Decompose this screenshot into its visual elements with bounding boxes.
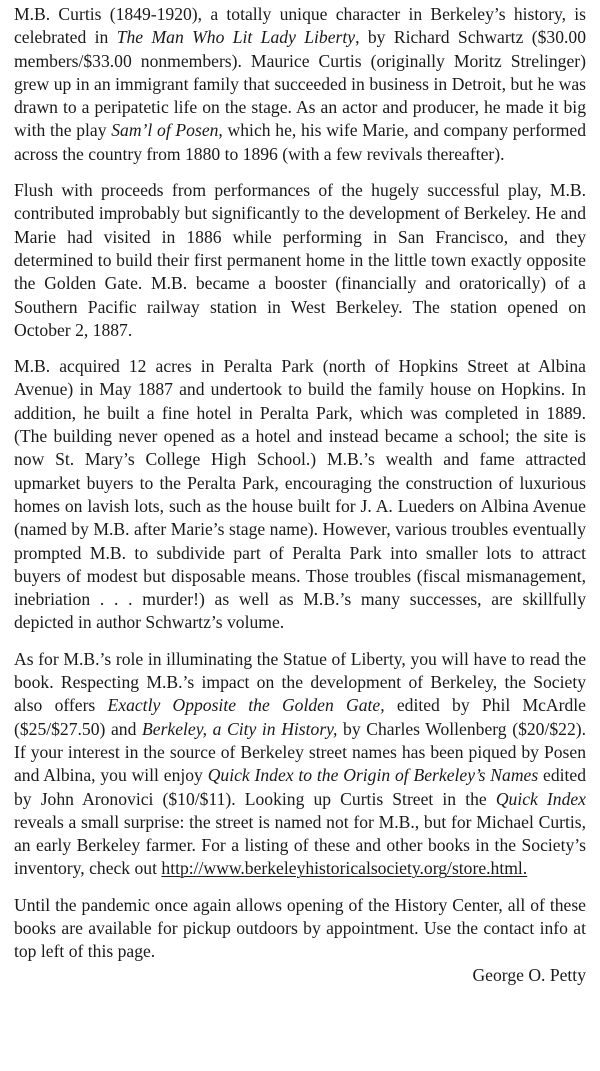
paragraph-pickup: Until the pandemic once again allows opening of the History Center, all of these books are available for pickup outdoors by appointment. Use the contact info at top left of this page. bbox=[14, 894, 586, 962]
store-link[interactable]: http://www.berkeleyhistoricalsociety.org/store.html. bbox=[161, 858, 528, 879]
books-text-5: reveals a small surprise: the street is named not for M.B., but for Michael Curtis, an early Berkeley farmer. For a listing of these and other books in the Society’s inventory, check out bbox=[14, 811, 586, 879]
book-title-exactly-opposite: Exactly Opposite the Golden Gate, bbox=[107, 695, 385, 716]
books-text-3: by Charles Wollenberg ($20/$22). If your interest in the source of Berkeley street names has been piqued by Posen and Albina, you will enjoy bbox=[14, 718, 587, 786]
paragraph-intro bbox=[14, 3, 586, 166]
paragraph-books bbox=[14, 648, 586, 881]
intro-text-2: , by Richard Schwartz ($30.00 members/$33.00 nonmembers). Maurice Curtis (originally Moritz Strelinger) grew up in an immigrant family that succeeded in business in Detroit, but he was drawn to a peripatetic life on the stage. As an actor and producer, he made it big with the play bbox=[14, 27, 587, 141]
book-title-quick-index: Quick Index bbox=[495, 788, 586, 809]
play-title-saml-of-posen: Sam’l of Posen, bbox=[111, 120, 223, 141]
book-title-berkeley-city-in-history: Berkeley, a City in History, bbox=[142, 718, 338, 739]
paragraph-peralta-park: M.B. acquired 12 acres in Peralta Park (north of Hopkins Street at Albina Avenue) in May 1887 and undertook to build the family house on Hopkins. In addition, he built a fine hotel in Peralta Park, which was completed in 1889. (The building never opened as a hotel and instead became a school; the site is now St. Mary’s College High School.) M.B.’s wealth and fame attracted upmarket buyers to the Peralta Park, encouraging the construction of luxurious homes on lavish lots, such as the house built for J. A. Lueders on Albina Avenue (named by M.B. after Marie’s stage name). However, various troubles eventually prompted M.B. to subdivide part of Peralta Park into smaller lots to attract buyers of modest but disposable means. Those troubles (fiscal mismanagement, inebriation . . . murder!) as well as M.B.’s many successes, are skillfully depicted in author Schwartz’s volume. bbox=[14, 356, 586, 633]
books-text-1: As for M.B.’s role in illuminating the Statue of Liberty, you will have to read the book. Respecting M.B.’s impact on the development of Berkeley, the Society also offers bbox=[14, 648, 586, 716]
intro-text-1: M.B. Curtis (1849-1920), a totally unique character in Berkeley’s history, is celebrated in bbox=[14, 4, 586, 48]
paragraph-development: Flush with proceeds from performances of the hugely successful play, M.B. contributed improbably but significantly to the development of Berkeley. He and Marie had visited in 1886 while performing in San Francisco, and they determined to build their first permanent home in the little town exactly opposite the Golden Gate. M.B. became a booster (financially and oratorically) of a Southern Pacific railway station in West Berkeley. The station opened on October 2, 1887. bbox=[14, 180, 586, 340]
book-title-man-who-lit-lady-liberty: The Man Who Lit Lady Liberty bbox=[116, 27, 356, 48]
books-text-4: edited by John Aronovici ($10/$11). Looking up Curtis Street in the bbox=[14, 765, 586, 809]
author-signature: George O. Petty bbox=[472, 964, 586, 985]
intro-text-3: which he, his wife Marie, and company performed across the country from 1880 to 1896 (with a few revivals thereafter). bbox=[14, 120, 586, 164]
article bbox=[14, 3, 586, 987]
book-title-quick-index-origin: Quick Index to the Origin of Berkeley’s Names bbox=[207, 765, 539, 786]
books-text-2: edited by Phil McArdle ($25/$27.50) and bbox=[14, 695, 586, 739]
